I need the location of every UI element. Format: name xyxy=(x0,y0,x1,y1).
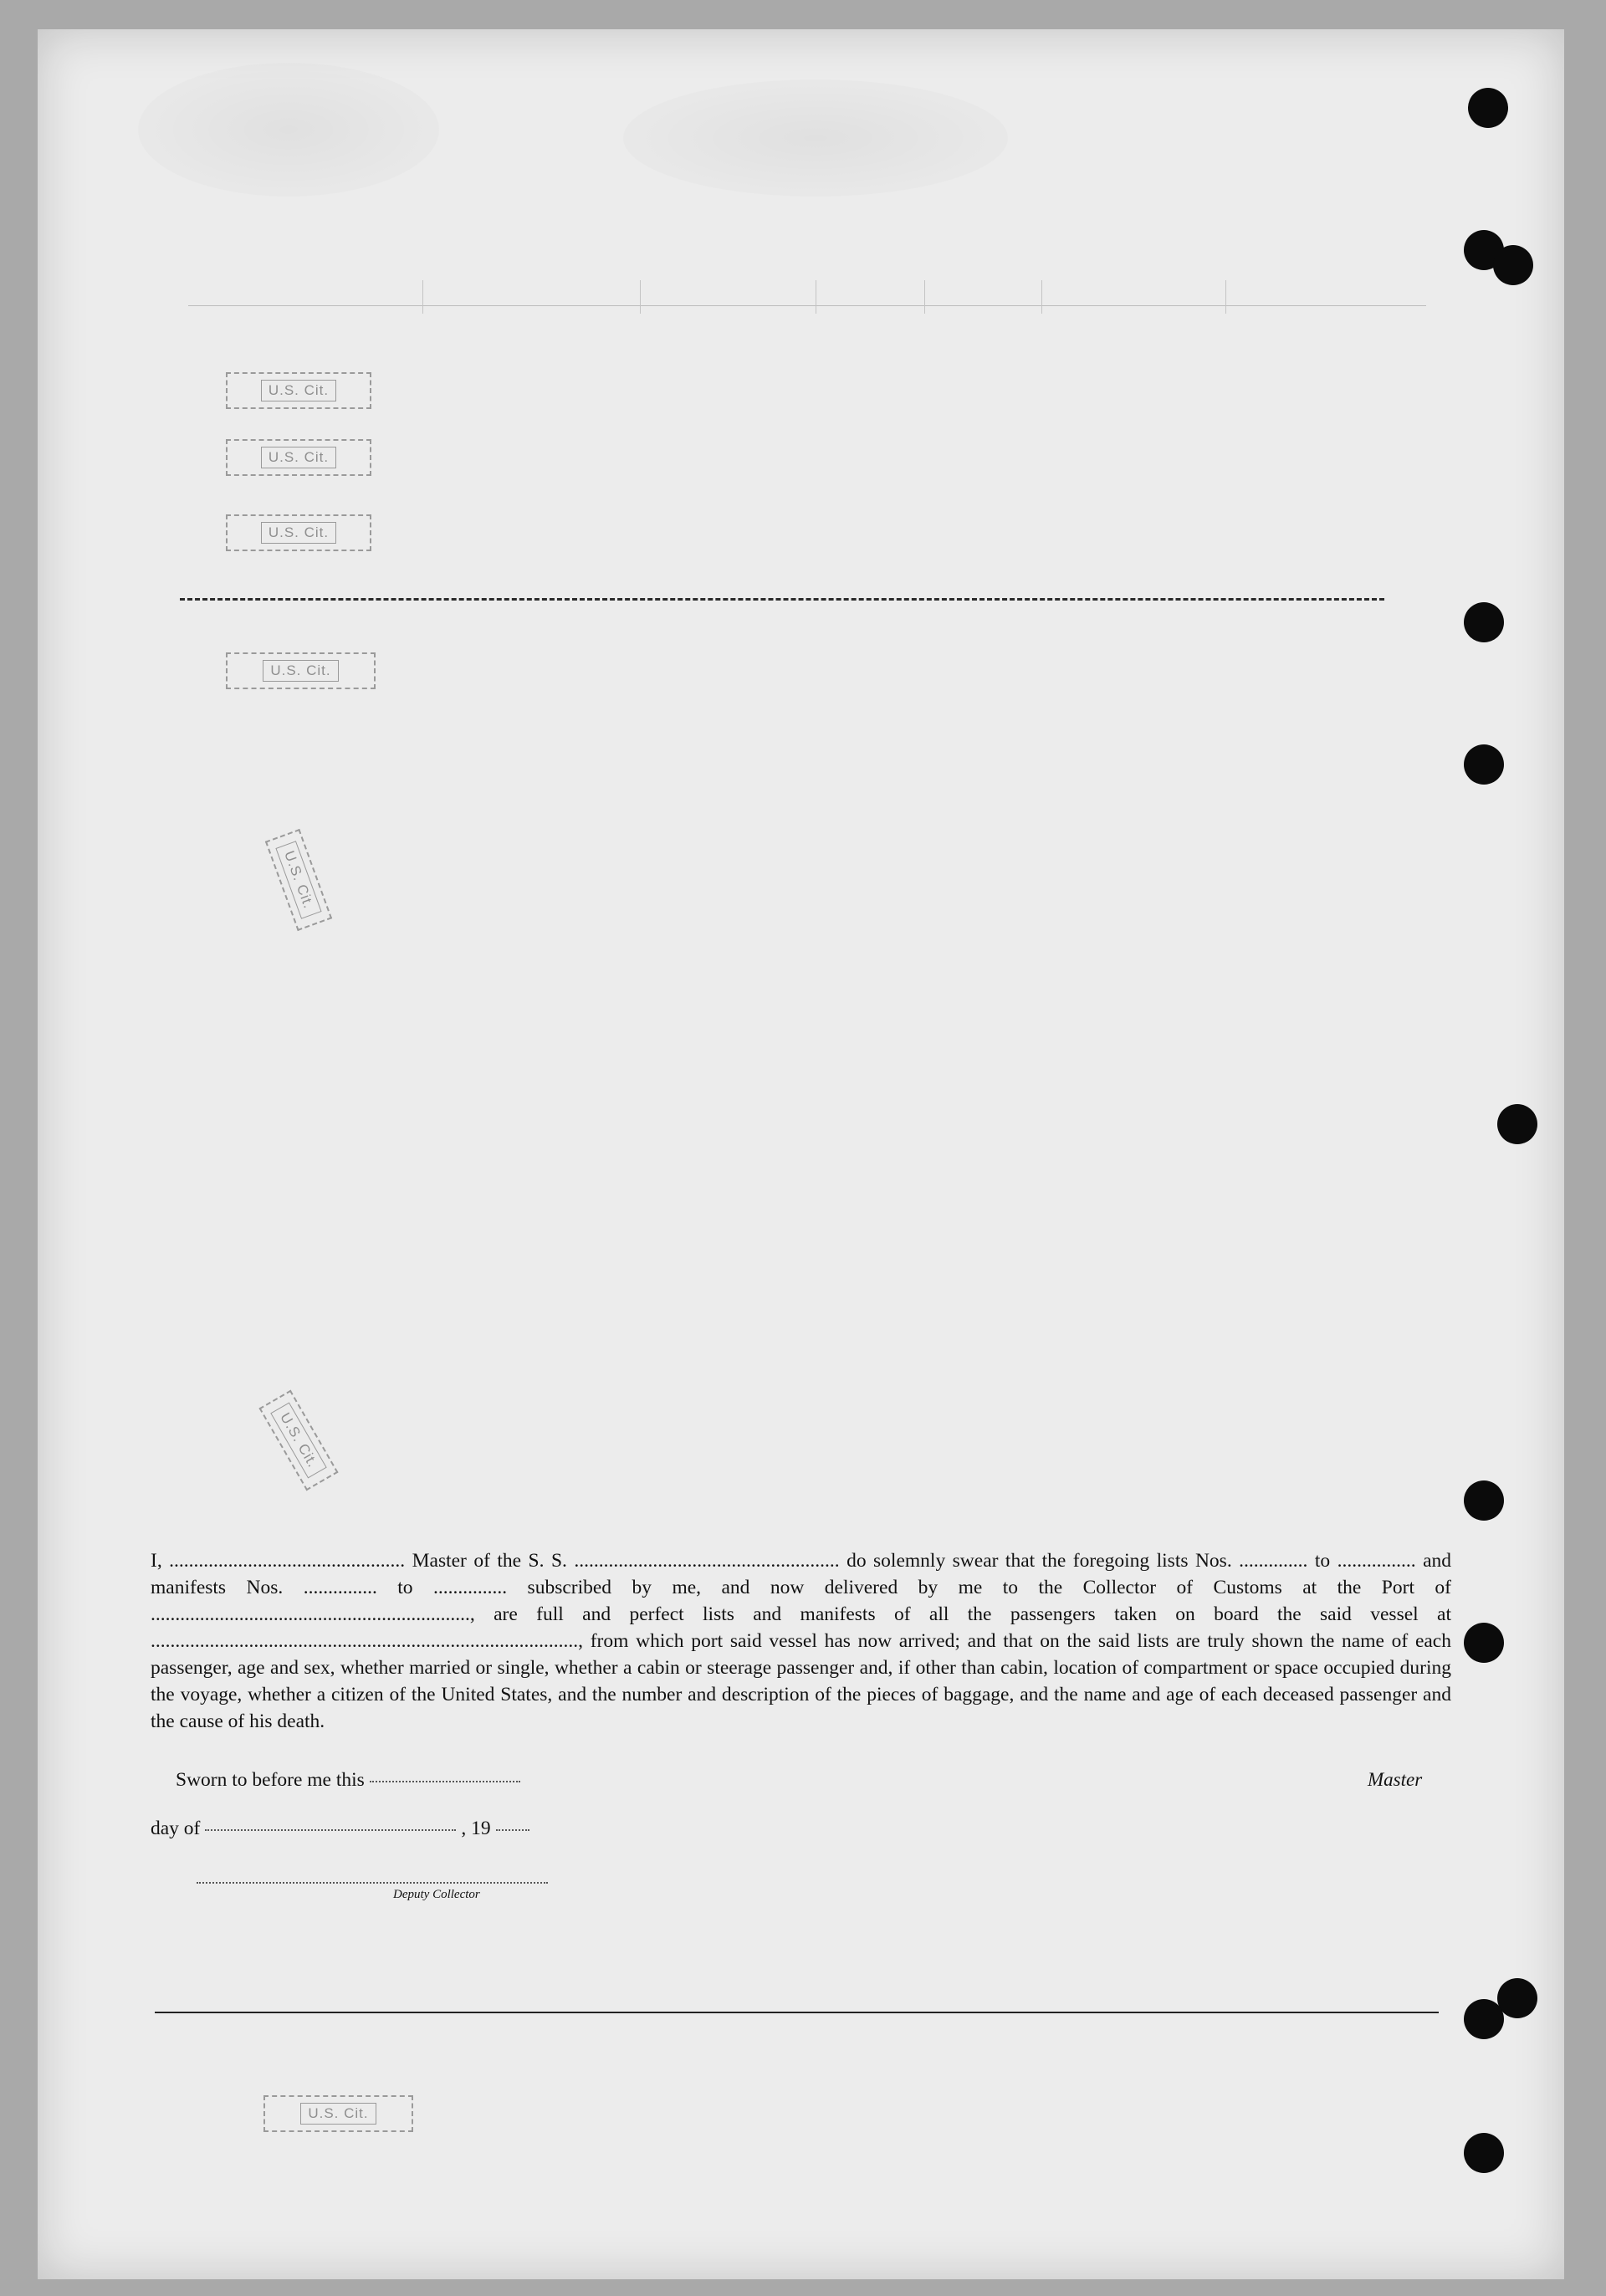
stamp-text: U.S. Cit. xyxy=(261,522,336,544)
stamp-text: U.S. Cit. xyxy=(275,841,321,919)
column-divider xyxy=(640,280,641,314)
punch-hole xyxy=(1464,602,1504,642)
deputy-signature-line xyxy=(197,1882,548,1884)
day-label: day of xyxy=(151,1818,201,1839)
sworn-date-blank xyxy=(370,1781,520,1782)
sworn-label: Sworn to before me this xyxy=(176,1769,365,1791)
day-blank xyxy=(205,1829,456,1831)
punch-hole xyxy=(1497,1978,1537,2018)
punch-hole xyxy=(1464,1623,1504,1663)
stamp-text: U.S. Cit. xyxy=(261,447,336,468)
bottom-rule xyxy=(155,2012,1439,2013)
column-divider xyxy=(422,280,423,314)
citizen-stamp xyxy=(263,2095,413,2132)
punch-hole xyxy=(1464,2133,1504,2173)
master-label: Master xyxy=(1368,1769,1423,1790)
column-divider xyxy=(1041,280,1042,314)
oath-paragraph: I, ................................................ Master of the S. S. ...................................................... do solemnly swear that the foregoing lists Nos. .............. to ................ and manifests Nos. ............... to ............... subscribed by me, and now delivered by me to the Collector of Customs at the Port of ................................................................., are full and perfect lists and manifests of all the passengers taken on board the said vessel at ......................................................................................., from which port said vessel has now arrived; and that on the said lists are truly shown the name of each passenger, age and sex, whether married or single, whether a cabin or steerage passenger and, if other than cabin, location of compartment or space occupied during the voyage, whether a citizen of the United States, and the number and description of the pieces of baggage, and the name and age of each deceased passenger and the cause of his death. xyxy=(151,1550,1451,1732)
paper-smudge xyxy=(138,63,439,197)
punch-hole xyxy=(1464,1480,1504,1521)
punch-hole xyxy=(1493,245,1533,285)
punch-hole xyxy=(1464,1999,1504,2039)
column-divider xyxy=(1225,280,1226,314)
sworn-line xyxy=(176,1769,525,1792)
day-line xyxy=(151,1818,534,1840)
year-blank xyxy=(496,1829,529,1831)
stamp-text: U.S. Cit. xyxy=(270,1402,327,1478)
column-divider xyxy=(924,280,925,314)
punch-hole xyxy=(1468,88,1508,128)
citizen-stamp xyxy=(265,829,332,931)
citizen-stamp xyxy=(226,439,371,476)
paper-smudge xyxy=(623,79,1008,197)
punch-hole xyxy=(1497,1104,1537,1144)
citizen-stamp xyxy=(226,652,376,689)
stamp-text: U.S. Cit. xyxy=(261,380,336,401)
manifest-page xyxy=(38,29,1564,2279)
stamp-text: U.S. Cit. xyxy=(263,660,338,682)
column-header-rule xyxy=(188,305,1426,306)
citizen-stamp xyxy=(258,1390,338,1491)
punch-hole xyxy=(1464,744,1504,785)
section-divider xyxy=(180,598,1384,601)
stamp-text: U.S. Cit. xyxy=(300,2103,376,2125)
year-label: , 19 xyxy=(461,1818,491,1839)
deputy-collector-label: Deputy Collector xyxy=(393,1888,480,1901)
citizen-stamp xyxy=(226,372,371,409)
citizen-stamp xyxy=(226,514,371,551)
